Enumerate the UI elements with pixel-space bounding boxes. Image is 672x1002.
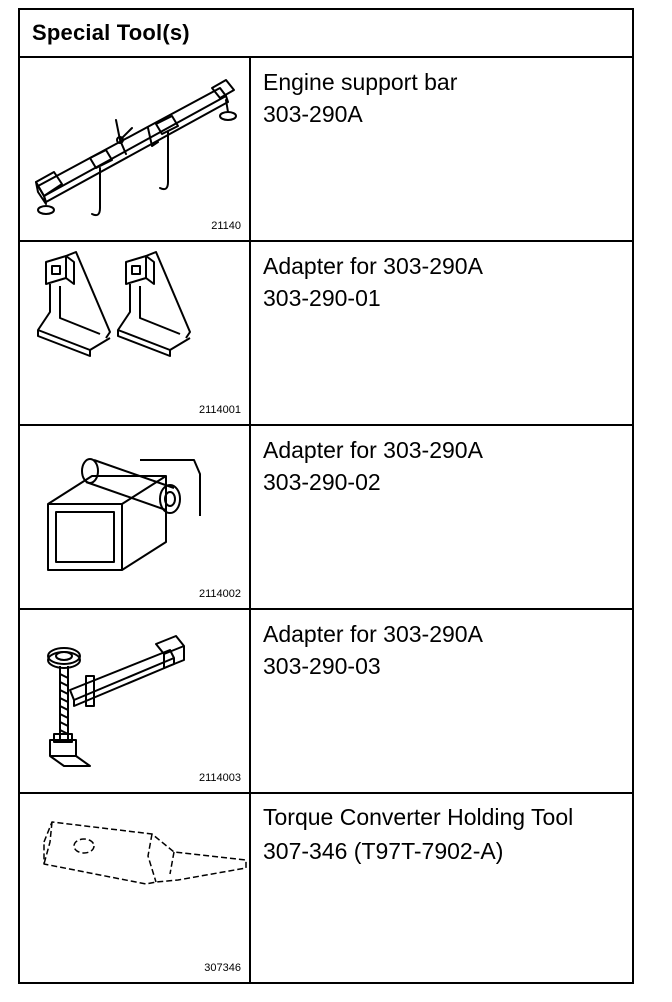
tool-image-cell xyxy=(20,58,251,240)
tool-name: Engine support bar xyxy=(263,69,458,95)
table-header xyxy=(20,10,632,58)
tool-row xyxy=(20,242,632,426)
tool-description xyxy=(263,802,624,866)
engine-support-bar-icon xyxy=(20,58,249,240)
tool-image-cell xyxy=(20,794,251,982)
special-tools-table xyxy=(18,8,634,984)
tool-row xyxy=(20,610,632,794)
torque-converter-holding-tool-icon xyxy=(20,794,249,980)
figure-number: 21140 xyxy=(211,220,241,232)
tool-name: Adapter for 303-290A xyxy=(263,253,483,279)
tool-description xyxy=(263,434,624,498)
tool-part-number: 303-290-03 xyxy=(263,653,381,679)
tool-name: Adapter for 303-290A xyxy=(263,621,483,647)
adapter-screw-arm-icon xyxy=(20,610,249,792)
tool-image-cell xyxy=(20,426,251,608)
tool-description xyxy=(263,66,624,130)
tool-image-cell xyxy=(20,242,251,424)
figure-number: 2114003 xyxy=(198,772,241,784)
tool-image-cell xyxy=(20,610,251,792)
tool-row xyxy=(20,794,632,982)
tool-description xyxy=(263,618,624,682)
tool-description xyxy=(263,250,624,314)
figure-number: 2114001 xyxy=(198,404,241,416)
tool-part-number: 303-290A xyxy=(263,101,363,127)
tool-part-number: 307-346 (T97T-7902-A) xyxy=(263,838,504,864)
tool-row xyxy=(20,426,632,610)
tool-row xyxy=(20,58,632,242)
figure-number: 2114002 xyxy=(198,588,241,600)
tool-name: Torque Converter Holding Tool xyxy=(263,804,574,830)
table-title: Special Tool(s) xyxy=(32,20,190,45)
tool-part-number: 303-290-01 xyxy=(263,285,381,311)
adapter-block-icon xyxy=(20,426,249,608)
adapter-brackets-icon xyxy=(20,242,249,424)
tool-part-number: 303-290-02 xyxy=(263,469,381,495)
tool-name: Adapter for 303-290A xyxy=(263,437,483,463)
figure-number: 307346 xyxy=(204,962,241,974)
